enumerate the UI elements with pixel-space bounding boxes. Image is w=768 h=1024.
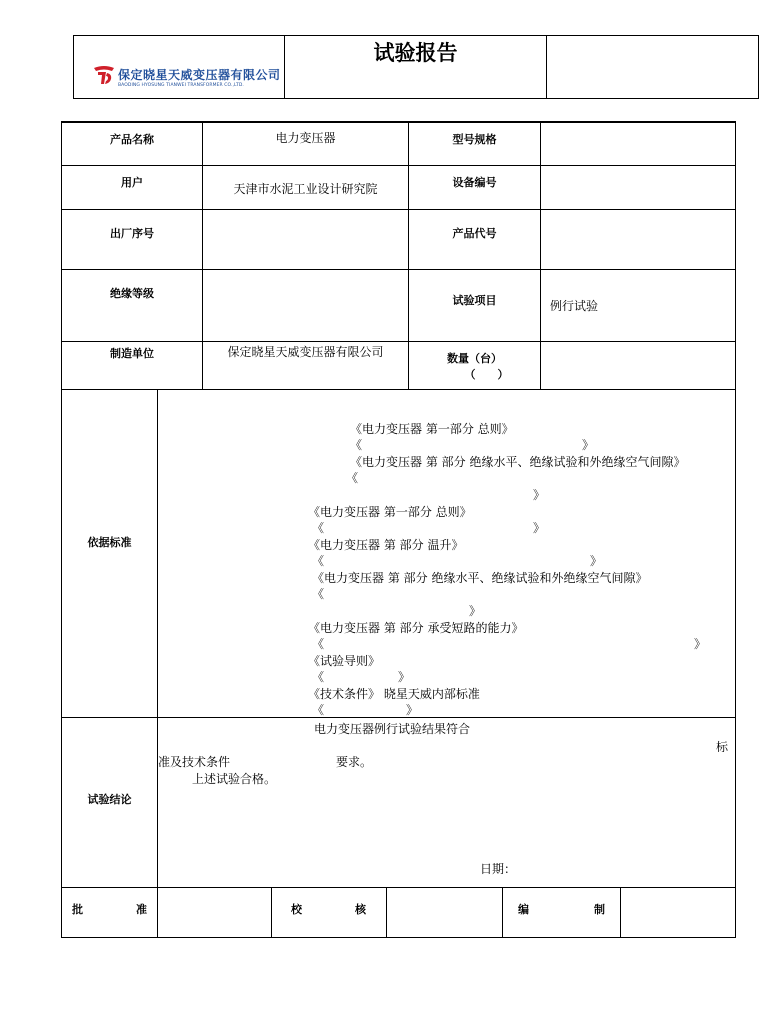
standard-line: 《 <box>312 587 325 601</box>
standard-line: 《 <box>312 554 325 568</box>
logo-mark-icon <box>92 64 116 86</box>
equipment-no-label: 设备编号 <box>452 176 497 189</box>
company-name-en: BAODING HYOSUNG TIANWEI TRANSFORMER CO.,LTD. <box>118 83 244 88</box>
company-logo <box>92 62 282 92</box>
user-label: 用户 <box>121 176 143 189</box>
approve-signature-field[interactable] <box>158 888 270 936</box>
standard-line: 《电力变压器 第 部分 温升》 <box>308 538 464 552</box>
conclusion-line-3-left: 准及技术条件 <box>158 755 231 769</box>
standard-line: 《 <box>312 670 325 684</box>
standard-line: 《 <box>346 471 359 485</box>
conclusion-line-4: 上述试验合格。 <box>192 772 277 786</box>
model-label: 型号规格 <box>452 133 497 146</box>
prepare-signature-field[interactable] <box>621 888 734 936</box>
quantity-label: 数量（台） <box>447 352 502 365</box>
standard-line: 《电力变压器 第 部分 绝缘水平、绝缘试验和外绝缘空气间隙》 <box>312 571 648 585</box>
standard-line: 《试验导则》 <box>308 654 381 668</box>
manufacturer-value: 保定晓星天威变压器有限公司 <box>227 345 384 359</box>
insulation-label: 绝缘等级 <box>110 287 154 300</box>
conclusion-line-3-right: 要求。 <box>336 755 373 769</box>
product-name-label: 产品名称 <box>110 133 154 146</box>
standard-line: 《电力变压器 第 部分 承受短路的能力》 <box>308 621 524 635</box>
conclusion-date-label: 日期： <box>480 862 517 876</box>
standard-line: 》 <box>694 637 707 651</box>
serial-label: 出厂序号 <box>110 227 154 240</box>
standard-line: 》 <box>398 670 411 684</box>
standard-line: 《电力变压器 第一部分 总则》 <box>308 505 472 519</box>
product-name-value: 电力变压器 <box>275 131 336 145</box>
prepare-label-2: 制 <box>594 903 605 916</box>
check-signature-field[interactable] <box>387 888 501 936</box>
standard-line: 《电力变压器 第一部分 总则》 <box>350 422 514 436</box>
standards-label: 依据标准 <box>87 536 132 549</box>
conclusion-line-2-right: 标 <box>716 740 729 754</box>
standard-line: 《 <box>350 438 363 452</box>
standard-line: 《 <box>312 637 325 651</box>
manufacturer-label: 制造单位 <box>110 347 154 360</box>
test-item-value: 例行试验 <box>550 299 599 313</box>
approve-label-2: 准 <box>136 903 147 916</box>
company-name-cn: 保定晓星天威变压器有限公司 <box>118 68 281 82</box>
report-title: 试验报告 <box>373 41 458 65</box>
standard-line: 》 <box>469 604 482 618</box>
standard-line: 》 <box>590 554 603 568</box>
conclusion-label: 试验结论 <box>87 793 132 806</box>
standard-line: 《 <box>312 703 325 717</box>
product-code-label: 产品代号 <box>452 227 497 240</box>
prepare-label-1: 编 <box>518 903 529 916</box>
standard-line: 《 <box>312 521 325 535</box>
standard-line: 》 <box>533 488 546 502</box>
user-value: 天津市水泥工业设计研究院 <box>233 182 378 196</box>
check-label-2: 核 <box>355 903 366 916</box>
standard-line: 》 <box>533 521 546 535</box>
standard-line: 》 <box>582 438 595 452</box>
check-label-1: 校 <box>291 903 302 916</box>
standard-line: 《电力变压器 第 部分 绝缘水平、绝缘试验和外绝缘空气间隙》 <box>350 455 686 469</box>
quantity-paren: （ ） <box>464 368 509 381</box>
approve-label-1: 批 <box>72 903 83 916</box>
standard-line: 《技术条件》 晓星天威内部标准 <box>308 687 480 701</box>
standard-line: 》 <box>406 703 419 717</box>
conclusion-line-1: 电力变压器例行试验结果符合 <box>314 722 471 736</box>
test-item-label: 试验项目 <box>452 294 497 307</box>
